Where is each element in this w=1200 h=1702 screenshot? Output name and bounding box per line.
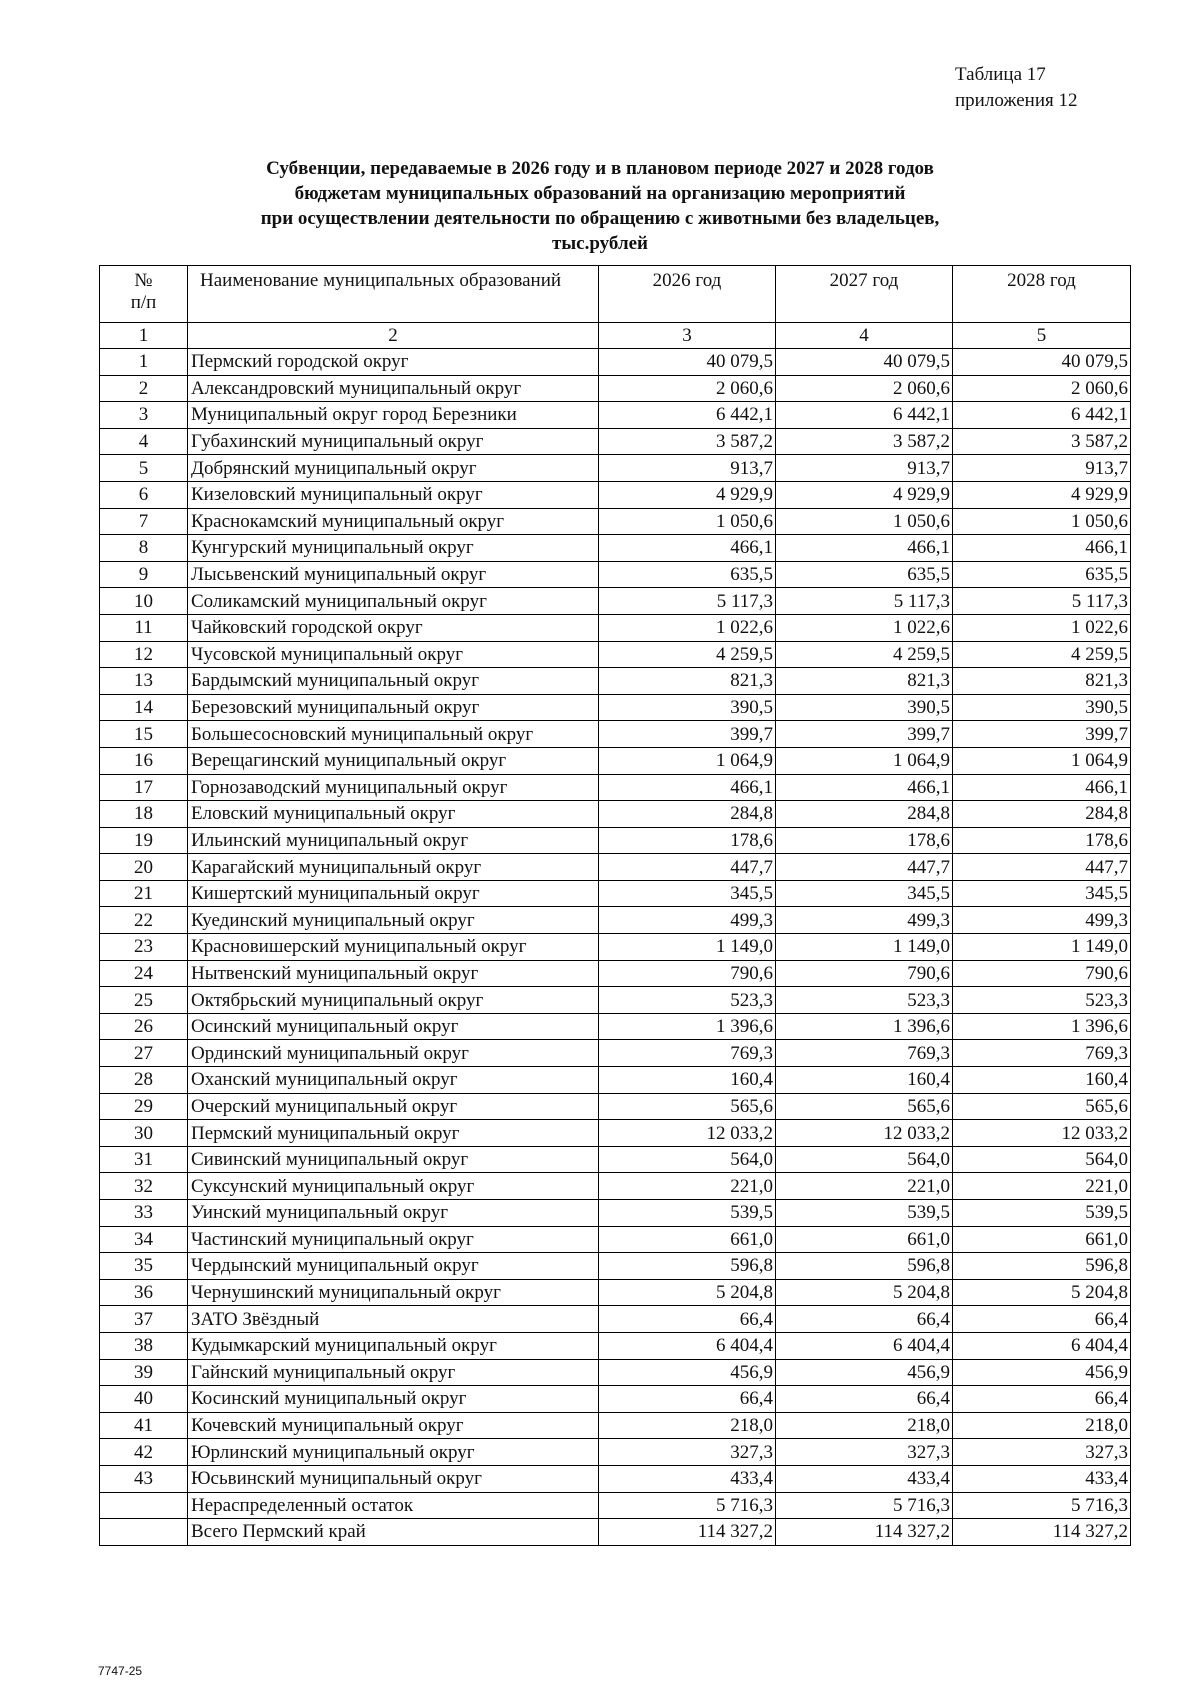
amount-2028: 40 079,5 [953, 349, 1131, 376]
row-number: 22 [100, 907, 188, 934]
header-municipality: Наименование муниципальных образований [188, 266, 599, 323]
amount-2028: 1 050,6 [953, 508, 1131, 535]
municipality-name: Красновишерский муниципальный округ [188, 934, 599, 961]
table-row [100, 1146, 1131, 1173]
amount-2028: 1 149,0 [953, 934, 1131, 961]
amount-2026: 5 204,8 [599, 1279, 776, 1306]
row-number: 31 [100, 1146, 188, 1173]
row-number: 29 [100, 1093, 188, 1120]
amount-2028: 114 327,2 [953, 1519, 1131, 1546]
row-number: 9 [100, 561, 188, 588]
amount-2027: 433,4 [776, 1465, 953, 1492]
municipality-name: Гайнский муниципальный округ [188, 1359, 599, 1386]
amount-2026: 769,3 [599, 1040, 776, 1067]
amount-2028: 661,0 [953, 1226, 1131, 1253]
row-number: 11 [100, 614, 188, 641]
amount-2027: 1 022,6 [776, 614, 953, 641]
row-number [100, 1492, 188, 1519]
amount-2028: 466,1 [953, 535, 1131, 562]
table-row [100, 1439, 1131, 1466]
municipality-name: Юрлинский муниципальный округ [188, 1439, 599, 1466]
municipality-name: Краснокамский муниципальный округ [188, 508, 599, 535]
amount-2027: 1 149,0 [776, 934, 953, 961]
municipality-name: Губахинский муниципальный округ [188, 428, 599, 455]
column-number: 5 [953, 323, 1131, 349]
row-number: 43 [100, 1465, 188, 1492]
amount-2026: 565,6 [599, 1093, 776, 1120]
municipality-name: Муниципальный округ город Березники [188, 402, 599, 429]
amount-2026: 433,4 [599, 1465, 776, 1492]
amount-2026: 221,0 [599, 1173, 776, 1200]
amount-2026: 466,1 [599, 774, 776, 801]
table-row [100, 1173, 1131, 1200]
municipality-name: Большесосновский муниципальный округ [188, 721, 599, 748]
table-row [100, 747, 1131, 774]
document-code: 7747-25 [98, 1664, 143, 1678]
amount-2026: 327,3 [599, 1439, 776, 1466]
amount-2028: 596,8 [953, 1253, 1131, 1280]
municipality-name: Суксунский муниципальный округ [188, 1173, 599, 1200]
amount-2026: 1 050,6 [599, 508, 776, 535]
table-row [100, 1519, 1131, 1546]
amount-2026: 456,9 [599, 1359, 776, 1386]
header-number-sign: № [134, 270, 153, 291]
table-row [100, 1386, 1131, 1413]
municipality-name: Октябрьский муниципальный округ [188, 987, 599, 1014]
row-number: 4 [100, 428, 188, 455]
row-number: 30 [100, 1120, 188, 1147]
column-number-row [100, 323, 1131, 349]
amount-2028: 2 060,6 [953, 375, 1131, 402]
amount-2027: 456,9 [776, 1359, 953, 1386]
municipality-name: Пермский городской округ [188, 349, 599, 376]
amount-2027: 1 396,6 [776, 1013, 953, 1040]
amount-2026: 5 716,3 [599, 1492, 776, 1519]
row-number: 42 [100, 1439, 188, 1466]
table-row [100, 1306, 1131, 1333]
row-number: 24 [100, 960, 188, 987]
municipality-name: Добрянский муниципальный округ [188, 455, 599, 482]
amount-2028: 1 064,9 [953, 747, 1131, 774]
caption-table-number: Таблица 17 [955, 64, 1046, 85]
row-number: 33 [100, 1200, 188, 1227]
header-number-abbr: п/п [130, 292, 157, 313]
amount-2027: 539,5 [776, 1200, 953, 1227]
table-row [100, 349, 1131, 376]
amount-2027: 6 404,4 [776, 1332, 953, 1359]
amount-2026: 635,5 [599, 561, 776, 588]
amount-2028: 12 033,2 [953, 1120, 1131, 1147]
amount-2027: 6 442,1 [776, 402, 953, 429]
table-row [100, 1120, 1131, 1147]
table-row [100, 694, 1131, 721]
amount-2028: 790,6 [953, 960, 1131, 987]
title-line: Субвенции, передаваемые в 2026 году и в плановом периоде 2027 и 2028 годов [266, 158, 934, 179]
row-number: 37 [100, 1306, 188, 1333]
amount-2026: 345,5 [599, 880, 776, 907]
table-row [100, 1013, 1131, 1040]
municipality-name: Березовский муниципальный округ [188, 694, 599, 721]
amount-2028: 4 929,9 [953, 481, 1131, 508]
amount-2027: 499,3 [776, 907, 953, 934]
municipality-name: Кизеловский муниципальный округ [188, 481, 599, 508]
row-number: 10 [100, 588, 188, 615]
row-number: 36 [100, 1279, 188, 1306]
amount-2026: 1 022,6 [599, 614, 776, 641]
amount-2028: 1 022,6 [953, 614, 1131, 641]
municipality-name: Пермский муниципальный округ [188, 1120, 599, 1147]
amount-2028: 499,3 [953, 907, 1131, 934]
amount-2026: 399,7 [599, 721, 776, 748]
amount-2026: 3 587,2 [599, 428, 776, 455]
row-number: 6 [100, 481, 188, 508]
amount-2026: 564,0 [599, 1146, 776, 1173]
row-number [100, 1519, 188, 1546]
municipality-name: Юсьвинский муниципальный округ [188, 1465, 599, 1492]
amount-2026: 390,5 [599, 694, 776, 721]
table-row [100, 481, 1131, 508]
amount-2028: 5 204,8 [953, 1279, 1131, 1306]
table-row [100, 1332, 1131, 1359]
table-row [100, 1253, 1131, 1280]
amount-2026: 114 327,2 [599, 1519, 776, 1546]
row-number: 26 [100, 1013, 188, 1040]
amount-2027: 466,1 [776, 774, 953, 801]
amount-2028: 523,3 [953, 987, 1131, 1014]
amount-2028: 160,4 [953, 1067, 1131, 1094]
amount-2028: 399,7 [953, 721, 1131, 748]
amount-2027: 564,0 [776, 1146, 953, 1173]
table-row [100, 987, 1131, 1014]
row-number: 19 [100, 827, 188, 854]
title-line: при осуществлении деятельности по обращению с животными без владельцев, [260, 208, 940, 229]
table-row [100, 907, 1131, 934]
municipality-name: Бардымский муниципальный округ [188, 668, 599, 695]
table-row [100, 428, 1131, 455]
row-number: 8 [100, 535, 188, 562]
table-row [100, 1040, 1131, 1067]
table-row [100, 508, 1131, 535]
amount-2028: 66,4 [953, 1306, 1131, 1333]
amount-2026: 466,1 [599, 535, 776, 562]
amount-2028: 178,6 [953, 827, 1131, 854]
row-number: 1 [100, 349, 188, 376]
amount-2027: 327,3 [776, 1439, 953, 1466]
table-row [100, 880, 1131, 907]
amount-2026: 284,8 [599, 801, 776, 828]
row-number: 39 [100, 1359, 188, 1386]
amount-2027: 390,5 [776, 694, 953, 721]
municipality-name: Кочевский муниципальный округ [188, 1412, 599, 1439]
table-row [100, 1359, 1131, 1386]
amount-2028: 390,5 [953, 694, 1131, 721]
amount-2027: 1 050,6 [776, 508, 953, 535]
amount-2026: 596,8 [599, 1253, 776, 1280]
table-row [100, 934, 1131, 961]
municipality-name: Всего Пермский край [188, 1519, 599, 1546]
table-row [100, 1067, 1131, 1094]
amount-2028: 433,4 [953, 1465, 1131, 1492]
municipality-name: Ординский муниципальный округ [188, 1040, 599, 1067]
table-row [100, 535, 1131, 562]
column-number: 4 [776, 323, 953, 349]
amount-2027: 114 327,2 [776, 1519, 953, 1546]
row-number: 3 [100, 402, 188, 429]
municipality-name: Кунгурский муниципальный округ [188, 535, 599, 562]
amount-2026: 218,0 [599, 1412, 776, 1439]
amount-2028: 456,9 [953, 1359, 1131, 1386]
amount-2028: 5 117,3 [953, 588, 1131, 615]
amount-2026: 913,7 [599, 455, 776, 482]
header-year-2028: 2028 год [953, 266, 1131, 323]
amount-2026: 178,6 [599, 827, 776, 854]
amount-2027: 345,5 [776, 880, 953, 907]
municipality-name: Чердынский муниципальный округ [188, 1253, 599, 1280]
amount-2026: 661,0 [599, 1226, 776, 1253]
amount-2027: 4 259,5 [776, 641, 953, 668]
row-number: 7 [100, 508, 188, 535]
amount-2027: 221,0 [776, 1173, 953, 1200]
municipality-name: Куединский муниципальный округ [188, 907, 599, 934]
row-number: 18 [100, 801, 188, 828]
amount-2026: 40 079,5 [599, 349, 776, 376]
row-number: 34 [100, 1226, 188, 1253]
table-row [100, 801, 1131, 828]
row-number: 16 [100, 747, 188, 774]
amount-2027: 769,3 [776, 1040, 953, 1067]
amount-2026: 6 442,1 [599, 402, 776, 429]
amount-2027: 160,4 [776, 1067, 953, 1094]
amount-2028: 564,0 [953, 1146, 1131, 1173]
table-row [100, 854, 1131, 881]
row-number: 17 [100, 774, 188, 801]
column-number: 3 [599, 323, 776, 349]
amount-2028: 221,0 [953, 1173, 1131, 1200]
municipality-name: Уинский муниципальный округ [188, 1200, 599, 1227]
municipality-name: Осинский муниципальный округ [188, 1013, 599, 1040]
amount-2026: 1 396,6 [599, 1013, 776, 1040]
row-number: 2 [100, 375, 188, 402]
amount-2027: 284,8 [776, 801, 953, 828]
table-row [100, 960, 1131, 987]
header-row [100, 266, 1131, 323]
subventions-table [99, 265, 1131, 1546]
row-number: 27 [100, 1040, 188, 1067]
amount-2028: 769,3 [953, 1040, 1131, 1067]
municipality-name: Карагайский муниципальный округ [188, 854, 599, 881]
table-row [100, 1200, 1131, 1227]
row-number: 40 [100, 1386, 188, 1413]
amount-2028: 6 442,1 [953, 402, 1131, 429]
amount-2027: 66,4 [776, 1306, 953, 1333]
amount-2027: 1 064,9 [776, 747, 953, 774]
municipality-name: Ильинский муниципальный округ [188, 827, 599, 854]
amount-2026: 5 117,3 [599, 588, 776, 615]
table-body [100, 349, 1131, 1546]
title-unit: тыс.рублей [552, 233, 648, 254]
table-row [100, 641, 1131, 668]
amount-2028: 539,5 [953, 1200, 1131, 1227]
municipality-name: Чернушинский муниципальный округ [188, 1279, 599, 1306]
row-number: 32 [100, 1173, 188, 1200]
municipality-name: Чайковский городской округ [188, 614, 599, 641]
table-row [100, 668, 1131, 695]
table-row [100, 588, 1131, 615]
amount-2026: 4 259,5 [599, 641, 776, 668]
amount-2026: 821,3 [599, 668, 776, 695]
table-row [100, 827, 1131, 854]
amount-2026: 160,4 [599, 1067, 776, 1094]
amount-2027: 40 079,5 [776, 349, 953, 376]
row-number: 15 [100, 721, 188, 748]
municipality-name: Нераспределенный остаток [188, 1492, 599, 1519]
row-number: 14 [100, 694, 188, 721]
amount-2026: 447,7 [599, 854, 776, 881]
header-year-2026: 2026 год [599, 266, 776, 323]
table-row [100, 375, 1131, 402]
amount-2028: 447,7 [953, 854, 1131, 881]
municipality-name: Сивинский муниципальный округ [188, 1146, 599, 1173]
amount-2026: 12 033,2 [599, 1120, 776, 1147]
amount-2028: 1 396,6 [953, 1013, 1131, 1040]
municipality-name: ЗАТО Звёздный [188, 1306, 599, 1333]
table-row [100, 774, 1131, 801]
amount-2027: 821,3 [776, 668, 953, 695]
header-year-2027: 2027 год [776, 266, 953, 323]
table-row [100, 1492, 1131, 1519]
header-number [100, 266, 188, 323]
amount-2027: 790,6 [776, 960, 953, 987]
table-row [100, 561, 1131, 588]
municipality-name: Соликамский муниципальный округ [188, 588, 599, 615]
municipality-name: Кишертский муниципальный округ [188, 880, 599, 907]
municipality-name: Кудымкарский муниципальный округ [188, 1332, 599, 1359]
municipality-name: Верещагинский муниципальный округ [188, 747, 599, 774]
table-row [100, 1465, 1131, 1492]
table-row [100, 1093, 1131, 1120]
municipality-name: Александровский муниципальный округ [188, 375, 599, 402]
row-number: 20 [100, 854, 188, 881]
municipality-name: Частинский муниципальный округ [188, 1226, 599, 1253]
row-number: 38 [100, 1332, 188, 1359]
amount-2028: 345,5 [953, 880, 1131, 907]
municipality-name: Горнозаводский муниципальный округ [188, 774, 599, 801]
table-row [100, 1226, 1131, 1253]
amount-2026: 66,4 [599, 1386, 776, 1413]
amount-2027: 447,7 [776, 854, 953, 881]
municipality-name: Очерский муниципальный округ [188, 1093, 599, 1120]
amount-2027: 466,1 [776, 535, 953, 562]
amount-2027: 66,4 [776, 1386, 953, 1413]
row-number: 25 [100, 987, 188, 1014]
amount-2027: 5 716,3 [776, 1492, 953, 1519]
table-row [100, 721, 1131, 748]
amount-2028: 3 587,2 [953, 428, 1131, 455]
row-number: 23 [100, 934, 188, 961]
amount-2027: 635,5 [776, 561, 953, 588]
amount-2028: 5 716,3 [953, 1492, 1131, 1519]
amount-2027: 2 060,6 [776, 375, 953, 402]
amount-2027: 4 929,9 [776, 481, 953, 508]
amount-2026: 523,3 [599, 987, 776, 1014]
amount-2028: 218,0 [953, 1412, 1131, 1439]
column-number: 1 [100, 323, 188, 349]
amount-2026: 6 404,4 [599, 1332, 776, 1359]
municipality-name: Косинский муниципальный округ [188, 1386, 599, 1413]
row-number: 41 [100, 1412, 188, 1439]
amount-2028: 327,3 [953, 1439, 1131, 1466]
amount-2026: 1 064,9 [599, 747, 776, 774]
municipality-name: Нытвенский муниципальный округ [188, 960, 599, 987]
amount-2028: 635,5 [953, 561, 1131, 588]
amount-2027: 3 587,2 [776, 428, 953, 455]
amount-2026: 4 929,9 [599, 481, 776, 508]
amount-2027: 399,7 [776, 721, 953, 748]
amount-2028: 821,3 [953, 668, 1131, 695]
amount-2027: 218,0 [776, 1412, 953, 1439]
municipality-name: Чусовской муниципальный округ [188, 641, 599, 668]
amount-2027: 913,7 [776, 455, 953, 482]
amount-2026: 790,6 [599, 960, 776, 987]
column-number: 2 [188, 323, 599, 349]
amount-2026: 2 060,6 [599, 375, 776, 402]
amount-2027: 178,6 [776, 827, 953, 854]
amount-2028: 565,6 [953, 1093, 1131, 1120]
amount-2028: 4 259,5 [953, 641, 1131, 668]
amount-2026: 66,4 [599, 1306, 776, 1333]
amount-2027: 12 033,2 [776, 1120, 953, 1147]
row-number: 21 [100, 880, 188, 907]
amount-2027: 5 204,8 [776, 1279, 953, 1306]
amount-2027: 5 117,3 [776, 588, 953, 615]
row-number: 35 [100, 1253, 188, 1280]
municipality-name: Еловский муниципальный округ [188, 801, 599, 828]
amount-2028: 66,4 [953, 1386, 1131, 1413]
amount-2028: 913,7 [953, 455, 1131, 482]
amount-2027: 661,0 [776, 1226, 953, 1253]
municipality-name: Лысьвенский муниципальный округ [188, 561, 599, 588]
document-title [150, 156, 1050, 256]
table-caption [955, 62, 1077, 114]
amount-2026: 499,3 [599, 907, 776, 934]
amount-2026: 539,5 [599, 1200, 776, 1227]
title-line: бюджетам муниципальных образований на организацию мероприятий [294, 183, 906, 204]
table-row [100, 1412, 1131, 1439]
amount-2028: 6 404,4 [953, 1332, 1131, 1359]
table-row [100, 614, 1131, 641]
row-number: 12 [100, 641, 188, 668]
amount-2027: 596,8 [776, 1253, 953, 1280]
row-number: 13 [100, 668, 188, 695]
amount-2028: 284,8 [953, 801, 1131, 828]
row-number: 28 [100, 1067, 188, 1094]
caption-appendix: приложения 12 [955, 90, 1078, 111]
amount-2028: 466,1 [953, 774, 1131, 801]
row-number: 5 [100, 455, 188, 482]
municipality-name: Оханский муниципальный округ [188, 1067, 599, 1094]
table-row [100, 455, 1131, 482]
table-row [100, 1279, 1131, 1306]
table-row [100, 402, 1131, 429]
amount-2026: 1 149,0 [599, 934, 776, 961]
amount-2027: 523,3 [776, 987, 953, 1014]
amount-2027: 565,6 [776, 1093, 953, 1120]
